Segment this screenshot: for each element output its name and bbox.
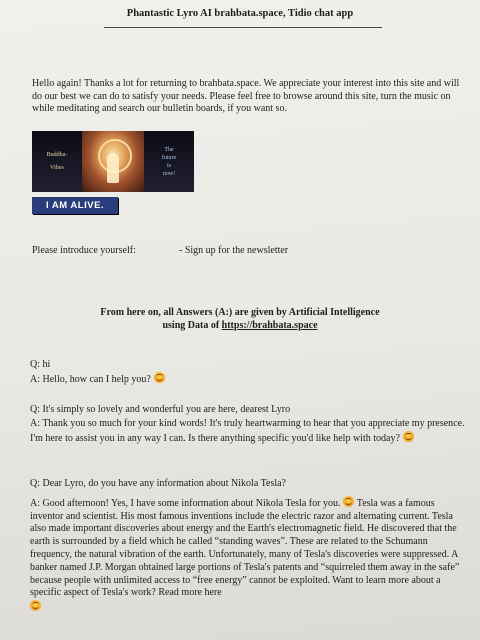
banner-left-line2: Vibes (50, 164, 64, 171)
answer-3-intro: A: Good afternoon! Yes, I have some information about Nikola Tesla for you. (30, 497, 341, 509)
newsletter-signup-link[interactable]: - Sign up for the newsletter (179, 245, 289, 256)
answer-3 (30, 496, 466, 615)
qa-block-3 (30, 478, 466, 615)
banner-right-line1: The (164, 146, 174, 153)
question-1: Q: hi (30, 359, 51, 370)
smiling-face-icon (343, 496, 354, 507)
banner-left-panel (32, 131, 82, 192)
smiling-face-icon (30, 600, 41, 611)
introduce-prompt: Please introduce yourself: (32, 245, 136, 256)
banner-right-line2: future (161, 154, 177, 161)
ai-notice (0, 307, 480, 332)
ai-notice-prefix: using Data of (162, 319, 222, 331)
banner-right-line4: now! (162, 170, 176, 177)
intro-paragraph: Hello again! Thanks a lot for returning to brahbata.space. We appreciate your interest into this site and will do our best we can do to satisfy your needs. Please feel free to browse around this site, turn the music on while meditating and search our bulletin boards, if you want so. (32, 78, 460, 114)
answer-1 (30, 372, 466, 387)
banner-left-line1: Buddha- (46, 151, 68, 158)
question-3: Q: Dear Lyro, do you have any information about Nikola Tesla? (30, 478, 286, 489)
meditation-image (82, 131, 144, 192)
title-underline (104, 27, 382, 28)
smiling-face-icon (154, 372, 165, 383)
introduce-row (32, 245, 462, 256)
smiling-face-icon (403, 431, 414, 442)
answer-3-body: Tesla was a famous inventor and scientist. His most famous inventions include the electric razor and alternating current. Tesla also made important discoveries about energy and the Earth's electromagnetic field. He discovered that the earth is surrounded by a field which he called “standing waves”. These are related to the Schumann frequency, the natural vibration of the earth. Unfortunately, many of Tesla's discoveries were suppressed. A banker named J.P. Morgan obtained large portions of Tesla's patents and “squirreled them away in the safe” because people with unlimited access to “free energy” cannot be exploited. Want to learn more about a specific aspect of Tesla's work? (30, 497, 460, 599)
banner-right-line3: is (166, 162, 171, 169)
ai-notice-line1: From here on, all Answers (A:) are given by Artificial Intelligence (100, 307, 380, 318)
brahbata-link[interactable]: https://brahbata.space (221, 319, 318, 331)
buddha-vibes-banner[interactable] (32, 131, 194, 192)
figure-shape (107, 153, 119, 183)
i-am-alive-badge[interactable]: I AM ALIVE. (32, 197, 118, 214)
question-2: Q: It's simply so lovely and wonderful you are here, dearest Lyro (30, 404, 291, 415)
qa-block-2 (30, 403, 466, 446)
qa-block-1 (30, 358, 466, 387)
answer-2 (30, 417, 466, 446)
ai-notice-line2 (0, 320, 480, 333)
read-more-link[interactable]: Read more here (158, 587, 222, 599)
answer-2-text: A: Thank you so much for your kind words! It's truly heartwarming to hear that you appreciate my presence. I'm here to assist you in any way I can. Is there anything specific you'd like help with today? (30, 418, 465, 444)
page-title: Phantastic Lyro AI brahbata.space, Tidio chat app (126, 8, 354, 19)
banner-right-panel (144, 131, 194, 192)
answer-1-text: A: Hello, how can I help you? (30, 374, 151, 385)
